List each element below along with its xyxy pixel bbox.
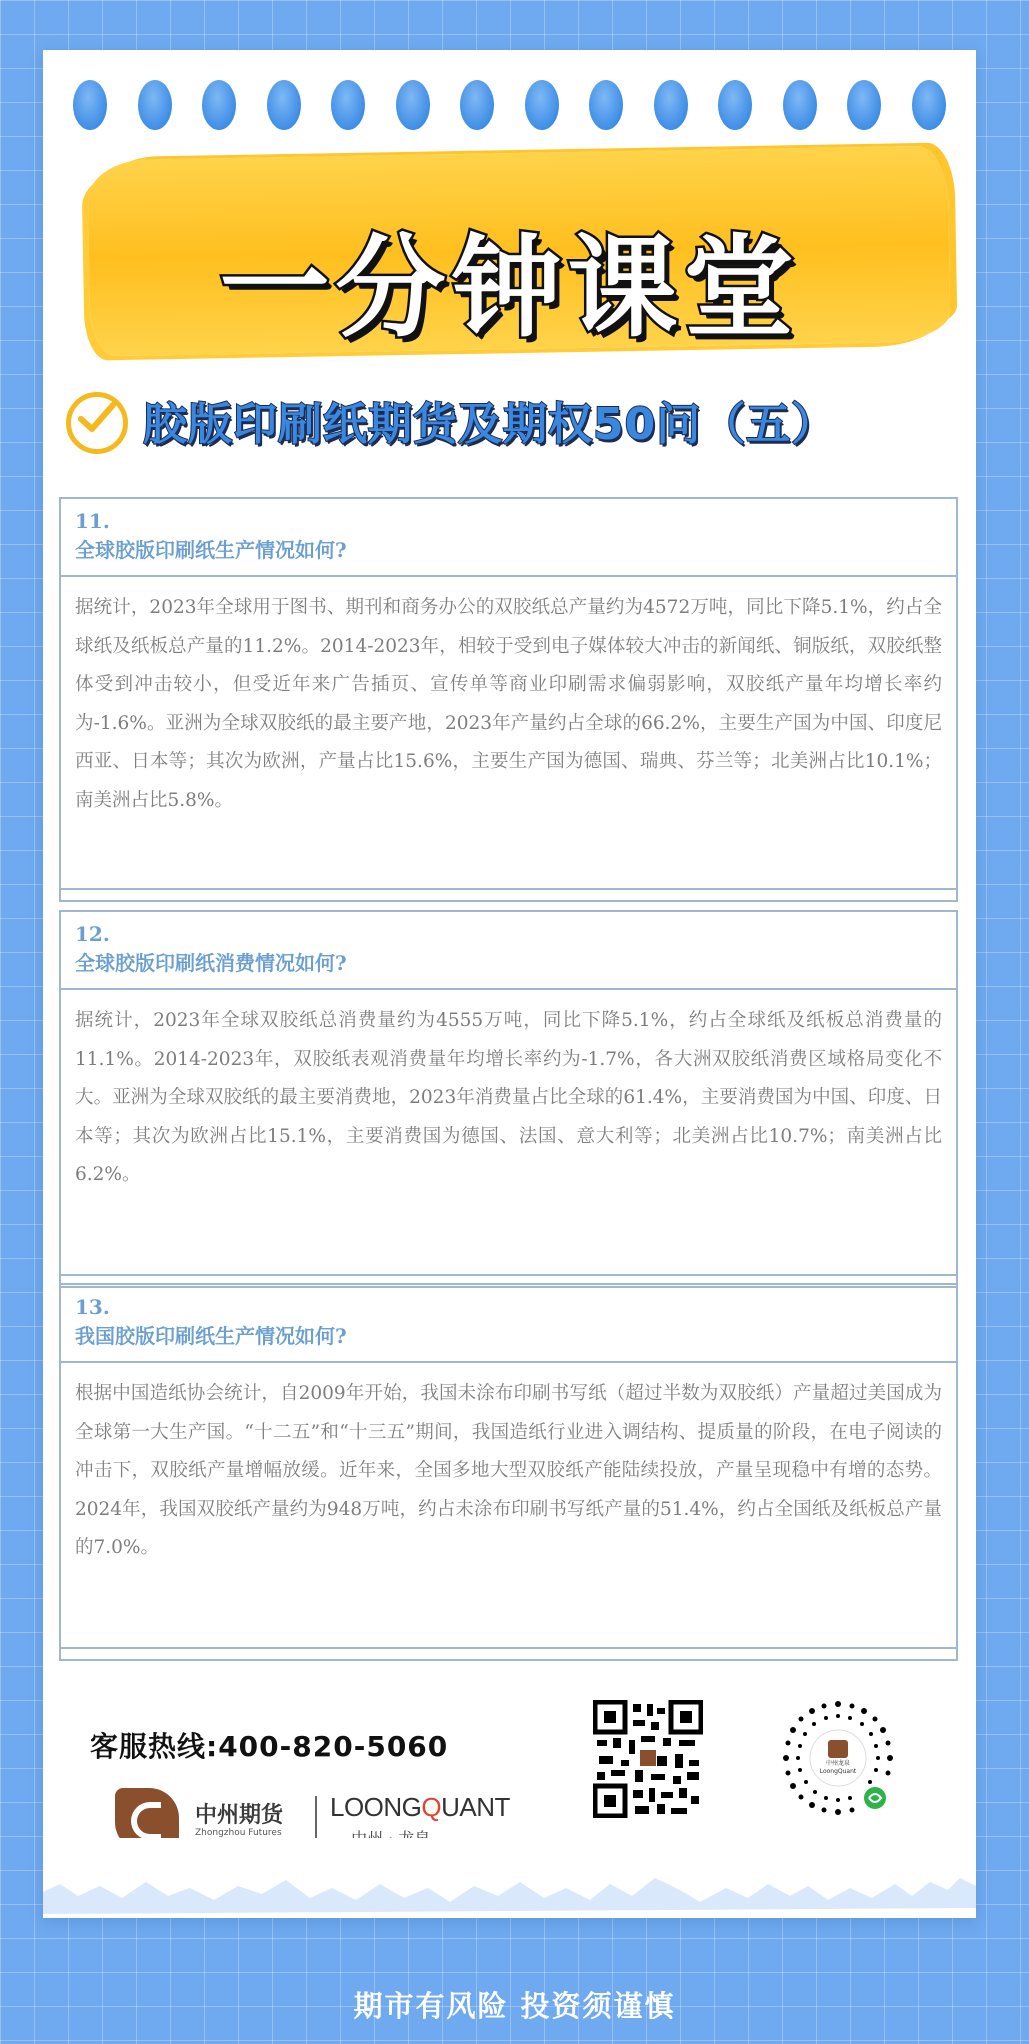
- binder-hole: [267, 80, 301, 130]
- binder-hole: [718, 80, 752, 130]
- qa-header: [61, 499, 956, 577]
- mini-logo-text: 中州龙泉: [825, 1760, 850, 1767]
- qa-number: 11.: [75, 509, 110, 533]
- paper-sheet: [43, 50, 976, 1918]
- risk-notice: 期市有风险 投资须谨慎: [353, 1989, 676, 2023]
- binder-hole: [654, 80, 688, 130]
- binder-hole: [331, 80, 365, 130]
- torn-paper-edge: [0, 1838, 1029, 1928]
- binder-hole: [202, 80, 236, 130]
- qa-card-11: [59, 497, 958, 890]
- qa-header: [61, 1285, 956, 1363]
- qa-answer: 根据中国造纸协会统计，自2009年开始，我国未涂布印刷书写纸（超过半数为双胶纸）产量超过美国成为全球第一大生产国。“十二五”和“十三五”期间，我国造纸行业进入调结构、提质量的阶段，在电子阅读的冲击下，双胶纸产量增幅放缓。近年来，全国多地大型双胶纸产能陆续投放，产量呈现稳中有增的态势。2024年，我国双胶纸产量约为948万吨，约占未涂布印刷书写纸产量的51.4%，约占全国纸及纸板总产量的7.0%。: [75, 1383, 942, 1558]
- loongquant-part-a: LOONG: [330, 1792, 422, 1822]
- app-qr-code-icon[interactable]: [593, 1700, 703, 1818]
- logo-cn-name: 中州期货: [195, 1803, 284, 1828]
- page-subtitle: 胶版印刷纸期货及期权50问（五）: [143, 399, 837, 450]
- binder-hole: [460, 80, 494, 130]
- qa-header: [61, 912, 956, 990]
- qa-answer: 据统计，2023年全球双胶纸总消费量约为4555万吨，同比下降5.1%，约占全球纸及纸板总消费量的11.1%。2014-2023年，双胶纸表观消费量年均增长率约为-1.7%，各大洲双胶纸消费区域格局变化不大。亚洲为全球双胶纸的最主要消费地，2023年消费量占比全球的61.4%，主要消费国为中国、印度、日本等；其次为欧洲占比15.1%，主要消费国为德国、法国、意大利等；北美洲占比10.7%；南美洲占比6.2%。: [75, 1010, 942, 1185]
- qa-answer: 据统计，2023年全球用于图书、期刊和商务办公的双胶纸总产量约为4572万吨，同比下降5.1%，约占全球纸及纸板总产量的11.2%。2014-2023年，相较于受到电子媒体较大冲击的新闻纸、铜版纸，双胶纸整体受到冲击较小，但受近年来广告插页、宣传单等商业印刷需求偏弱影响，双胶纸产量年均增长率约为-1.6%。亚洲为全球双胶纸的最主要产地，2023年产量约占全球的66.2%，主要生产国为中国、印度尼西亚、日本等；其次为欧洲，产量占比15.6%，主要生产国为德国、瑞典、芬兰等；北美洲占比10.1%；南美洲占比5.8%。: [75, 597, 942, 811]
- loongquant-wordmark: [330, 1792, 510, 1823]
- qa-number: 12.: [75, 922, 110, 946]
- loongquant-part-c: UANT: [441, 1792, 510, 1822]
- mini-logo-en: LoongQuant: [819, 1768, 857, 1775]
- binder-holes: [73, 80, 946, 132]
- qa-card-12: [59, 910, 958, 1276]
- binder-hole: [912, 80, 946, 130]
- hotline-text: 客服热线:400-820-5060: [90, 1730, 449, 1763]
- binder-hole: [138, 80, 172, 130]
- mini-program-code-icon[interactable]: [778, 1698, 898, 1822]
- binder-hole: [396, 80, 430, 130]
- qa-question: 全球胶版印刷纸消费情况如何?: [75, 951, 347, 975]
- binder-hole: [847, 80, 881, 130]
- loongquant-part-q: Q: [421, 1792, 442, 1822]
- qa-card-13: [59, 1283, 958, 1649]
- qa-question: 我国胶版印刷纸生产情况如何?: [75, 1324, 347, 1348]
- logo-en-name: Zhongzhou Futures: [195, 1828, 282, 1838]
- page-title: 一分钟课堂: [219, 224, 800, 352]
- binder-hole: [589, 80, 623, 130]
- check-circle-icon: [66, 392, 128, 454]
- binder-hole: [525, 80, 559, 130]
- qa-number: 13.: [75, 1295, 110, 1319]
- qa-question: 全球胶版印刷纸生产情况如何?: [75, 538, 347, 562]
- binder-hole: [783, 80, 817, 130]
- binder-hole: [73, 80, 107, 130]
